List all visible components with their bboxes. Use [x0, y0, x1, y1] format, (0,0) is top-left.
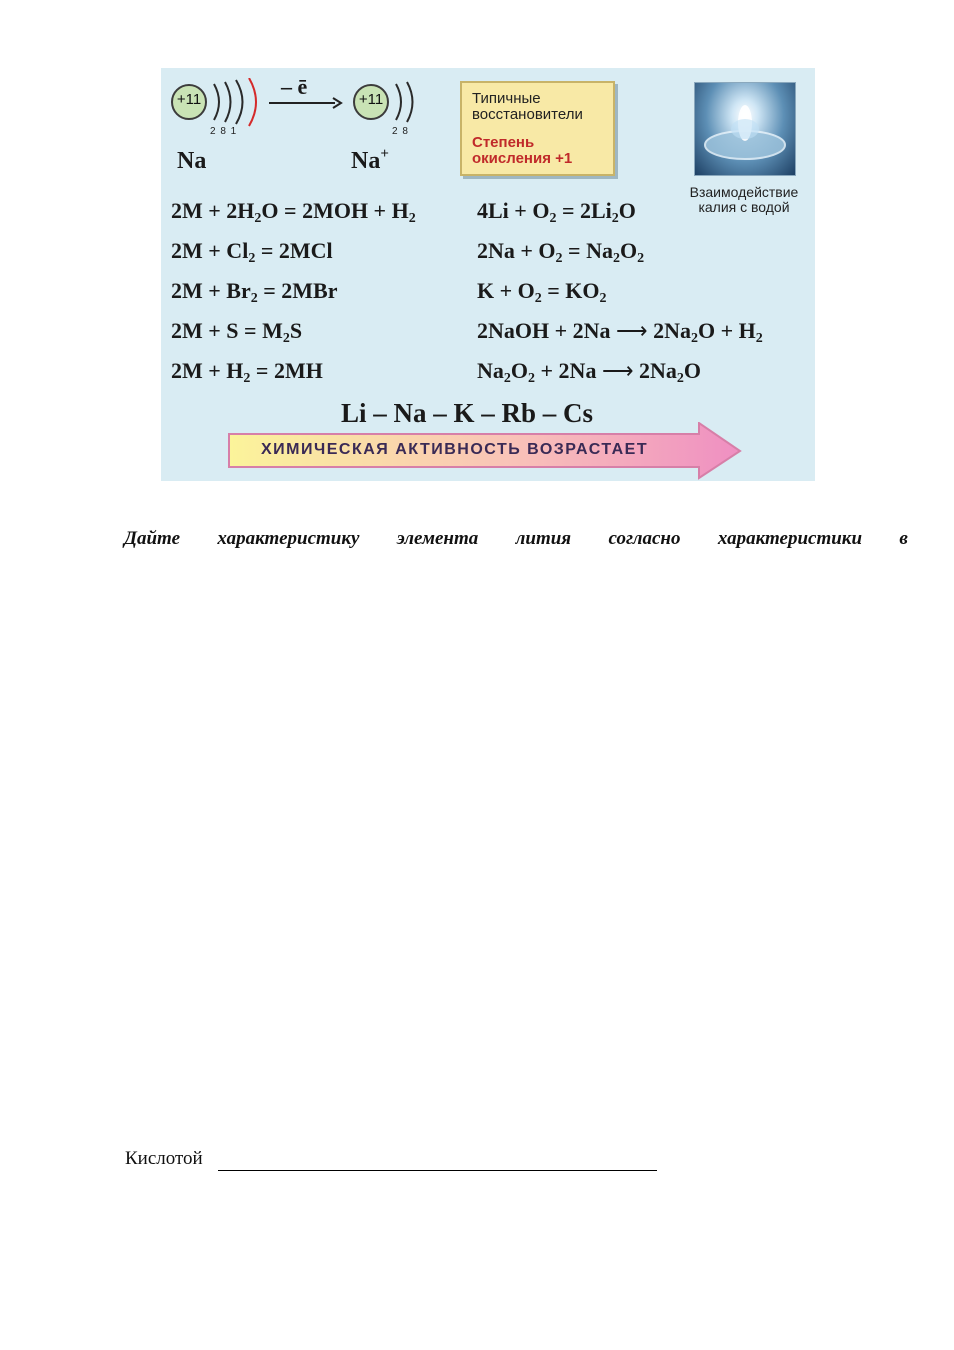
equation-sodium-oxygen: $2Na + O_2 = Na_2O_2$ — [477, 238, 645, 266]
activity-arrow-label: ХИМИЧЕСКАЯ АКТИВНОСТЬ ВОЗРАСТАЕТ — [261, 441, 649, 458]
element-symbol-na: Na — [177, 148, 207, 174]
flame-in-dish-picture — [695, 83, 795, 175]
acid-label: Кислотой — [125, 1148, 203, 1169]
reducer-label: Типичные восстановители — [472, 90, 583, 123]
reducer-info-box — [460, 81, 615, 176]
question-word: элемента — [396, 528, 479, 549]
question-text — [124, 528, 908, 550]
equation-lithium-oxygen: $4Li + O_2 = 2Li_2O$ — [477, 198, 636, 226]
shell-1 — [214, 84, 219, 120]
equation-potassium-oxygen: $K + O_2 = KO_2$ — [477, 278, 607, 306]
acid-answer-line[interactable] — [218, 1170, 657, 1171]
equation-chlorine: $2M + Cl_2 = 2MCl$ — [171, 238, 333, 266]
nucleus-charge: +11 — [176, 91, 202, 108]
shell-1 — [396, 84, 401, 120]
potassium-water-photo — [694, 82, 796, 176]
question-word: в — [899, 528, 908, 549]
na-ion-diagram — [351, 78, 431, 138]
equation-naoh-na: 2NaOH + 2Na ⟶ $2Na_2O + H_2$ — [477, 318, 763, 346]
shell-2 — [407, 82, 413, 122]
right-arrow-icon — [269, 96, 343, 110]
ion-symbol: Na+ — [351, 146, 389, 174]
shell-2 — [225, 82, 231, 122]
equation-peroxide-na: $Na_2O_2 + 2Na$ ⟶ $2Na_2O$ — [477, 358, 702, 386]
shell-3 — [236, 80, 243, 124]
equation-sulfur: $2M + S = M_2S$ — [171, 318, 303, 346]
valence-shell — [249, 78, 256, 126]
question-word: характеристику — [217, 528, 360, 549]
question-word: лития — [515, 528, 572, 549]
ion-nucleus-charge: +11 — [358, 91, 384, 108]
equation-water: $2M + 2H_2O = 2MOH + H_2$ — [171, 198, 416, 226]
question-word: Дайте — [124, 528, 181, 549]
shell-electron-counts: 2 8 1 — [210, 126, 238, 137]
equation-hydrogen: $2M + H_2 = 2MH$ — [171, 358, 323, 386]
chemistry-figure — [161, 68, 815, 481]
electron-loss-label: – ē — [281, 74, 308, 99]
photo-caption: Взаимодействие калия с водой — [689, 184, 799, 215]
question-word: характеристики — [717, 528, 863, 549]
question-word: согласно — [608, 528, 681, 549]
equation-bromine: $2M + Br_2 = 2MBr$ — [171, 278, 338, 306]
alkali-metal-series: Li – Na – K – Rb – Cs — [341, 398, 594, 428]
oxidation-state-label: Степень окисления +1 — [472, 134, 573, 167]
ion-shell-electron-counts: 2 8 — [392, 126, 409, 137]
